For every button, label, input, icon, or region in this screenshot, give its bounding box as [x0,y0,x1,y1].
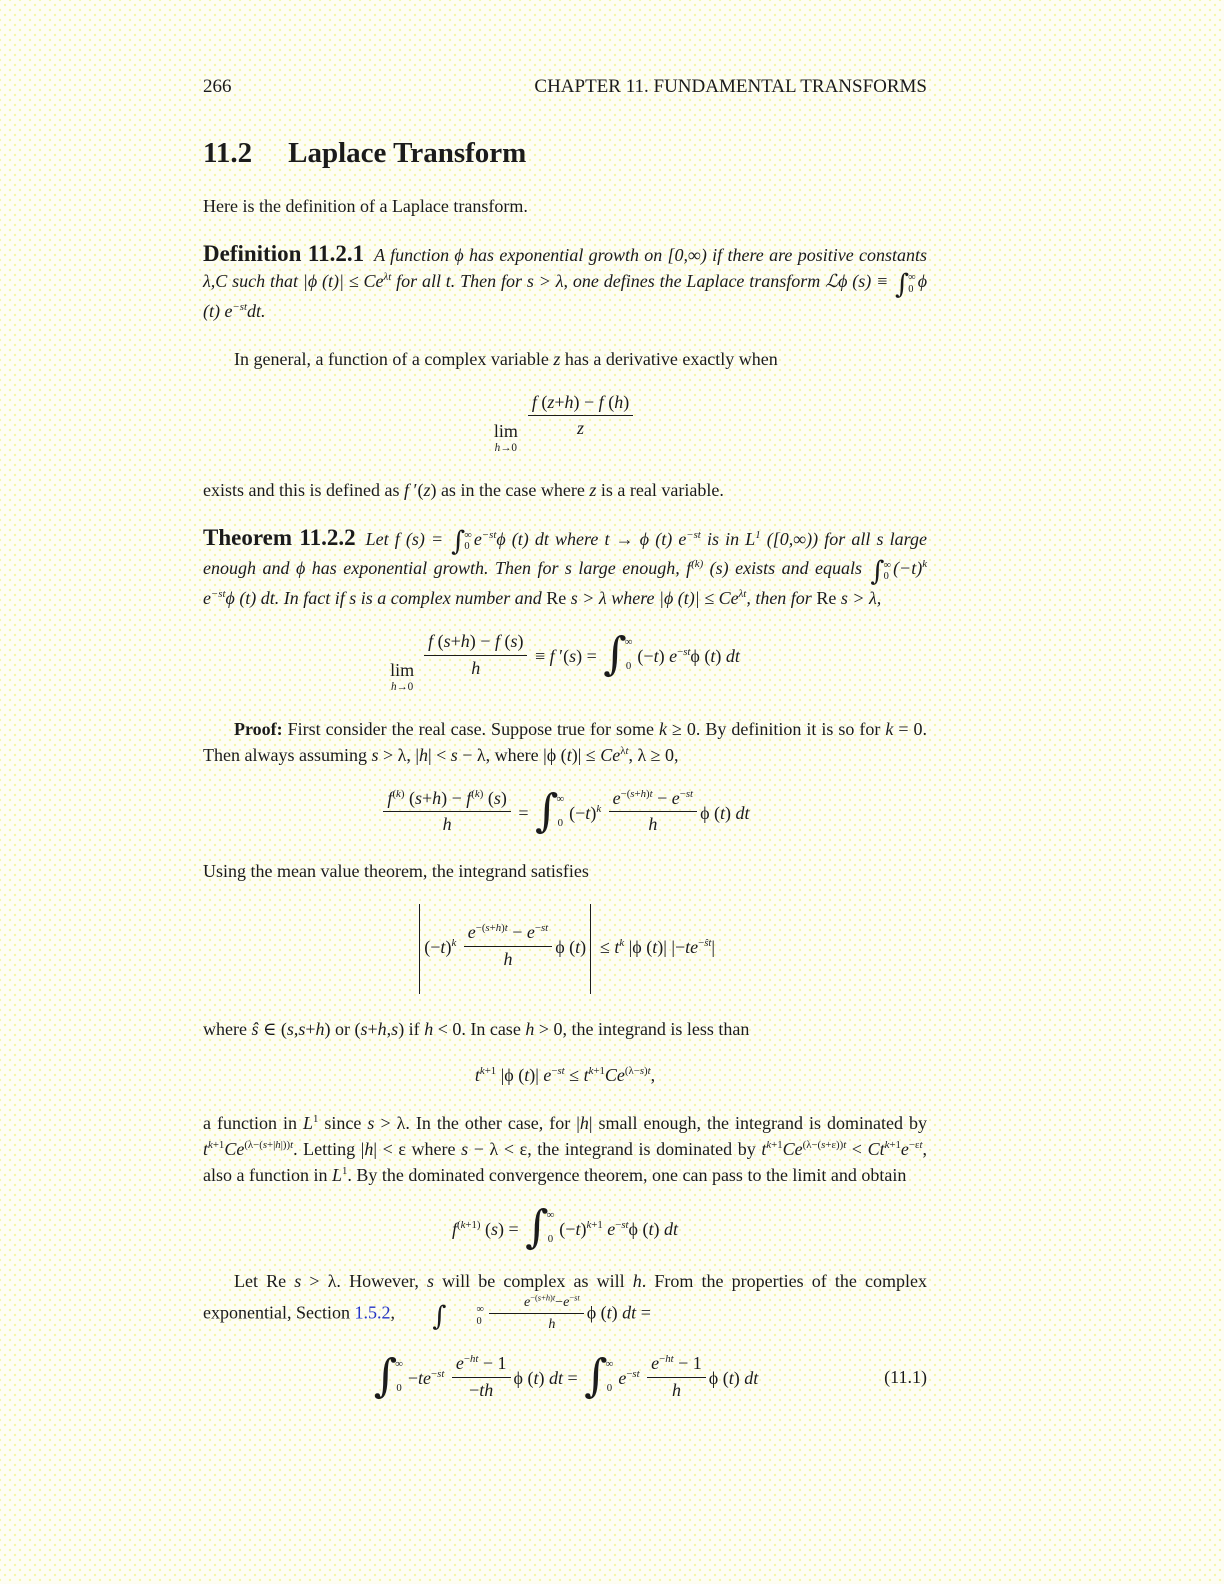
section-number: 11.2 [203,137,253,169]
definition-label: Definition 11.2.1 [203,241,365,266]
section-link[interactable]: 1.5.2 [354,1303,391,1324]
paragraph-mvt: Using the mean value theorem, the integrand satisfies [203,861,589,882]
equation-number: (11.1) [884,1367,927,1388]
definition-body: A function ϕ has exponential growth on [0,∞) if there are positive constants λ,C such that |ϕ $(t)| \le Ce^{\lambda t}$ for all t. Then for s > λ, one defines the Laplace transform ℒϕ (s) ≡ ∫ ∞ 0 ϕ (t) $e^{-st}dt$. [203,245,928,321]
paragraph-L1: a function in $L^1$ since s > λ. In the other case, for |h| small enough, the integrand is dominated by $t^{k+1}Ce^{(\lambda-(s+|h|))t}$. Letting |h| < ε where s − λ < ε, the integrand is dominated by $t^{k+1}Ce^{(\lambda-(s+\varepsilon))t} < Ct^{k+1}e^{-\varepsilon t}$, also a function in $L^1$. By the dominated convergence theorem, one can pass to the limit and obtain [203,1113,928,1186]
display-integrand-bound: $(-t)^k$ $\frac{e^{-(s+h)t} - e^{-st}}{h}$ ϕ $(t) \le t^k$ |ϕ (t)| $|-te^{-ŝt}|$ [203,904,927,994]
chapter-title: CHAPTER 11. FUNDAMENTAL TRANSFORMS [534,76,927,97]
proof-paragraph: Proof: First consider the real case. Suppose true for some k ≥ 0. By definition it is so for k = 0. Then always assuming s > λ, |h| < s − λ, where |ϕ $(t)| \le Ce^{\lambda t}$, λ ≥ 0, [203,718,928,765]
definition-block [203,241,927,324]
display-derivative-formula: lim h→0 $\frac{f (s+h) - f (s)}{h}$ ≡ f ′(s) = ∫ ∞ 0 (−t) $e^{-st}\phi$ (t) dt [390,627,740,694]
section-title: Laplace Transform [288,137,527,169]
paragraph-exists: exists and this is defined as f ′(z) as in the case where z is a real variable. [203,479,724,500]
paragraph-where: where ŝ ∈ (s,s+h) or (s+h,s) if h < 0. In case h > 0, the integrand is less than [203,1019,750,1040]
theorem-body: Let f (s) = ∫ ∞ 0 $e^{-st}\phi$ (t) dt where t → ϕ (t) $e^{-st}$ is in $L^1$ ([0,∞)) for all s large enough and ϕ has exponential growth. Then for s large enough, $f^{(k)}$ (s) exists and equals ∫ ∞ 0 $(-t)^k$ $e^{-st}\phi$ (t) dt. In fact if s is a complex number and Re s > λ where |ϕ $(t)| \le Ce^{\lambda t}$, then for Re s > λ, [203,526,927,609]
theorem-label: Theorem 11.2.2 [203,524,356,550]
paragraph-let-re: Let Re s > λ. However, s will be complex as will h. From the properties of the complex exponential, Section 1.5.2, ∫ ∞ 0 $\frac{e^{-(s+h)t}-e^{-st}}{h}$ ϕ (t) dt = [203,1271,927,1333]
display-tk1-bound: $t^{k+1}$ |ϕ (t)| $e^{-st} \le t^{k+1}Ce^{(\lambda-s)t}$, [474,1065,656,1086]
paragraph-general: In general, a function of a complex variable z has a derivative exactly when [234,348,778,369]
page-header [203,74,927,100]
section-heading [203,137,927,169]
theorem-block [203,525,927,612]
display-equation-11-1 [203,1349,927,1403]
display-difference-quotient-z: lim h→0 $\frac{f (z+h) - f (h)}{z}$ [203,392,927,455]
page-number: 266 [203,76,232,97]
text-column [203,0,927,1421]
intro-paragraph: Here is the definition of a Laplace transform. [203,196,528,216]
equation-11-1-body: ∫ ∞ 0 $-te^{-st}$ $\frac{e^{-ht} - 1}{-th}$ ϕ (t) dt = ∫ ∞ 0 $e^{-st}$ $\frac{e^{-ht} - 1}{h}$ ϕ (t) dt [373,1349,759,1403]
display-fk-difference: $\frac{f^{(k)} (s+h) - f^{(k)} (s)}{h}$ = ∫ ∞ 0 $(-t)^k$ $\frac{e^{-(s+h)t} - e^{-st}}{h}$ ϕ (t) dt [203,788,927,836]
display-fk1-formula: $f^{(k+1)}$ (s) = ∫ ∞ 0 $(-t)^{k+1}$ $e^{-st}\phi$ (t) dt [451,1200,679,1254]
